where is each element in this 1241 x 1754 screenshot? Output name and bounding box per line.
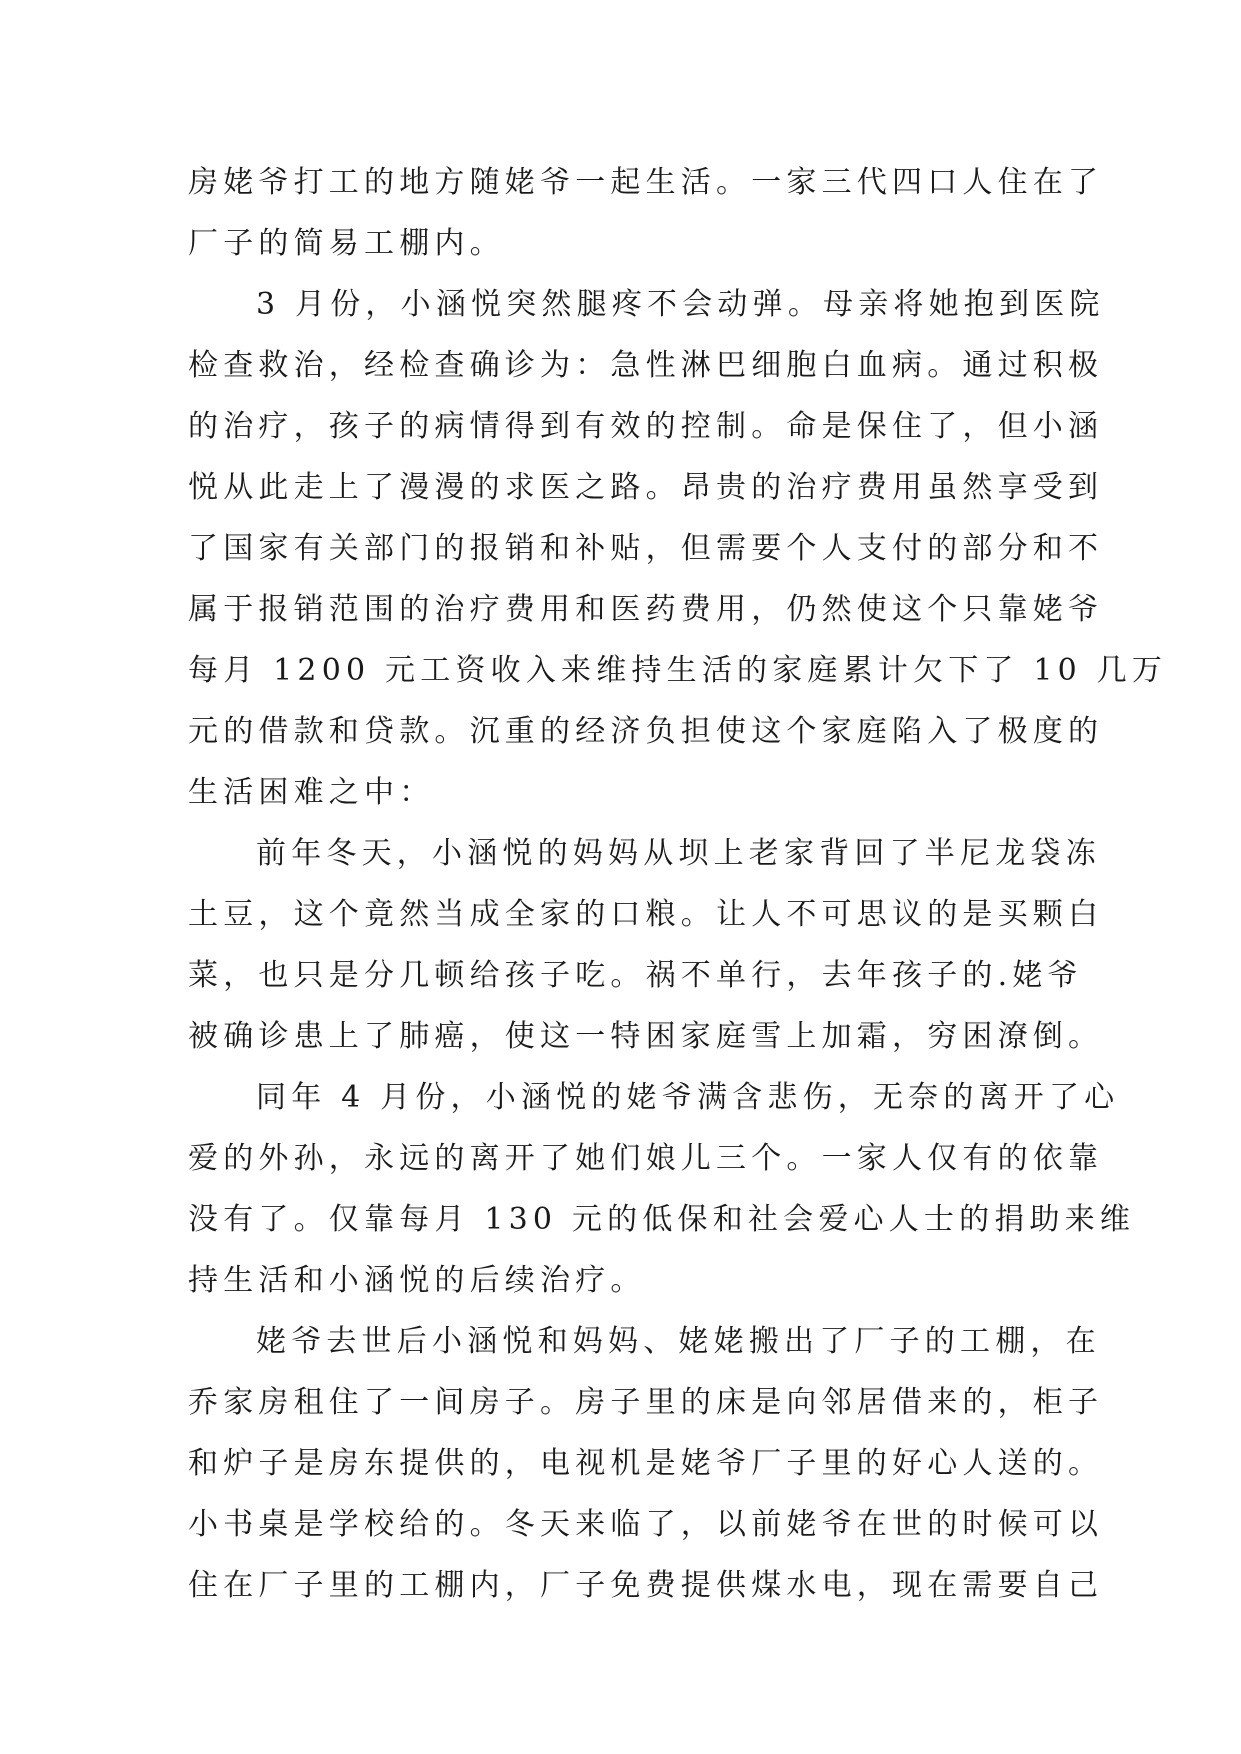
text-line: 属于报销范围的治疗费用和医药费用，仍然使这个只靠姥爷 bbox=[188, 592, 1104, 627]
text-line: 被确诊患上了肺癌，使这一特困家庭雪上加霜，穷困潦倒。 bbox=[188, 1019, 1104, 1054]
body-text bbox=[188, 152, 1168, 1616]
text-line: 厂子的简易工棚内。 bbox=[188, 226, 505, 261]
text-line: 菜，也只是分几顿给孩子吃。祸不单行，去年孩子的.姥爷 bbox=[188, 958, 1083, 993]
text-line: 悦从此走上了漫漫的求医之路。昂贵的治疗费用虽然享受到 bbox=[188, 470, 1104, 505]
text-line: 土豆，这个竟然当成全家的口粮。让人不可思议的是买颗白 bbox=[188, 897, 1104, 932]
text-line: 小书桌是学校给的。冬天来临了，以前姥爷在世的时候可以 bbox=[188, 1507, 1104, 1542]
text-line: 爱的外孙，永远的离开了她们娘儿三个。一家人仅有的依靠 bbox=[188, 1141, 1104, 1176]
text-line: 每月 1200 元工资收入来维持生活的家庭累计欠下了 10 几万 bbox=[188, 653, 1168, 688]
text-line: 检查救治，经检查确诊为：急性淋巴细胞白血病。通过积极 bbox=[188, 348, 1104, 383]
text-line: 同年 4 月份，小涵悦的姥爷满含悲伤，无奈的离开了心 bbox=[256, 1080, 1120, 1115]
text-line: 了国家有关部门的报销和补贴，但需要个人支付的部分和不 bbox=[188, 531, 1104, 566]
text-line: 元的借款和贷款。沉重的经济负担使这个家庭陷入了极度的 bbox=[188, 714, 1104, 749]
text-line: 房姥爷打工的地方随姥爷一起生活。一家三代四口人住在了 bbox=[188, 165, 1104, 200]
text-line: 3 月份，小涵悦突然腿疼不会动弹。母亲将她抱到医院 bbox=[256, 287, 1105, 322]
text-line: 和炉子是房东提供的，电视机是姥爷厂子里的好心人送的。 bbox=[188, 1446, 1104, 1481]
text-line: 没有了。仅靠每月 130 元的低保和社会爱心人士的捐助来维 bbox=[188, 1202, 1136, 1237]
text-line: 住在厂子里的工棚内，厂子免费提供煤水电，现在需要自己 bbox=[188, 1568, 1104, 1603]
text-line: 生活困难之中： bbox=[188, 775, 435, 810]
text-line: 的治疗，孩子的病情得到有效的控制。命是保住了，但小涵 bbox=[188, 409, 1104, 444]
text-line: 前年冬天，小涵悦的妈妈从坝上老家背回了半尼龙袋冻 bbox=[256, 836, 1101, 871]
text-line: 乔家房租住了一间房子。房子里的床是向邻居借来的，柜子 bbox=[188, 1385, 1104, 1420]
text-line: 持生活和小涵悦的后续治疗。 bbox=[188, 1263, 646, 1298]
text-line: 姥爷去世后小涵悦和妈妈、姥姥搬出了厂子的工棚，在 bbox=[256, 1324, 1101, 1359]
